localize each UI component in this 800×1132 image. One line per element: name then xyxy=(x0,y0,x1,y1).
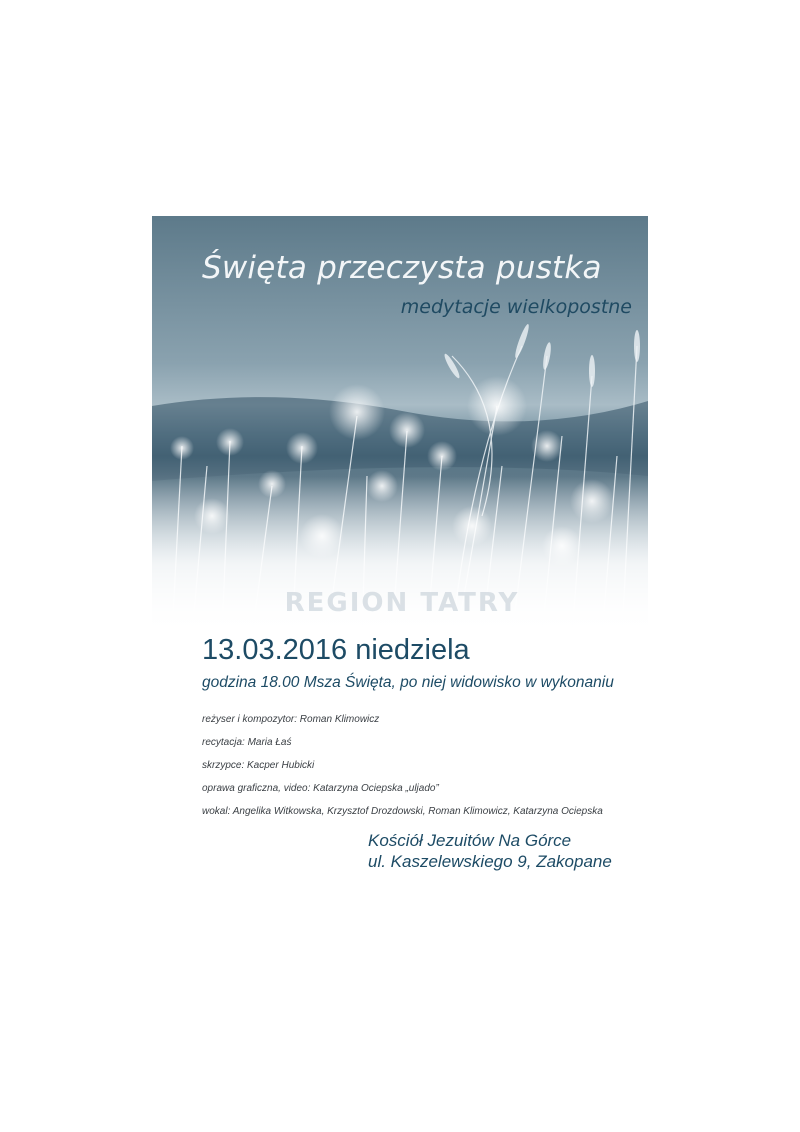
watermark-logo: REGION TATRY xyxy=(284,588,520,618)
credit-item: recytacja: Maria Łaś xyxy=(202,737,292,748)
meadow-flowers-image xyxy=(152,216,648,636)
credit-item: reżyser i kompozytor: Roman Klimowicz xyxy=(202,714,380,725)
event-date: 13.03.2016 niedziela xyxy=(202,634,470,666)
venue-name: Kościół Jezuitów Na Górce xyxy=(368,831,572,850)
venue-address xyxy=(368,830,612,872)
credits-list xyxy=(202,714,642,829)
poster-title: Święta przeczysta pustka xyxy=(202,250,602,286)
credit-item: wokal: Angelika Witkowska, Krzysztof Drozdowski, Roman Klimowicz, Katarzyna Ociepska xyxy=(202,806,603,817)
venue-street: ul. Kaszelewskiego 9, Zakopane xyxy=(368,852,612,871)
event-time: godzina 18.00 Msza Święta, po niej widowisko w wykonaniu xyxy=(202,674,614,691)
credit-item: oprawa graficzna, video: Katarzyna Ociepska „uljado” xyxy=(202,783,439,794)
credit-item: skrzypce: Kacper Hubicki xyxy=(202,760,315,771)
event-poster xyxy=(152,216,648,906)
poster-subtitle: medytacje wielkopostne xyxy=(400,296,632,318)
